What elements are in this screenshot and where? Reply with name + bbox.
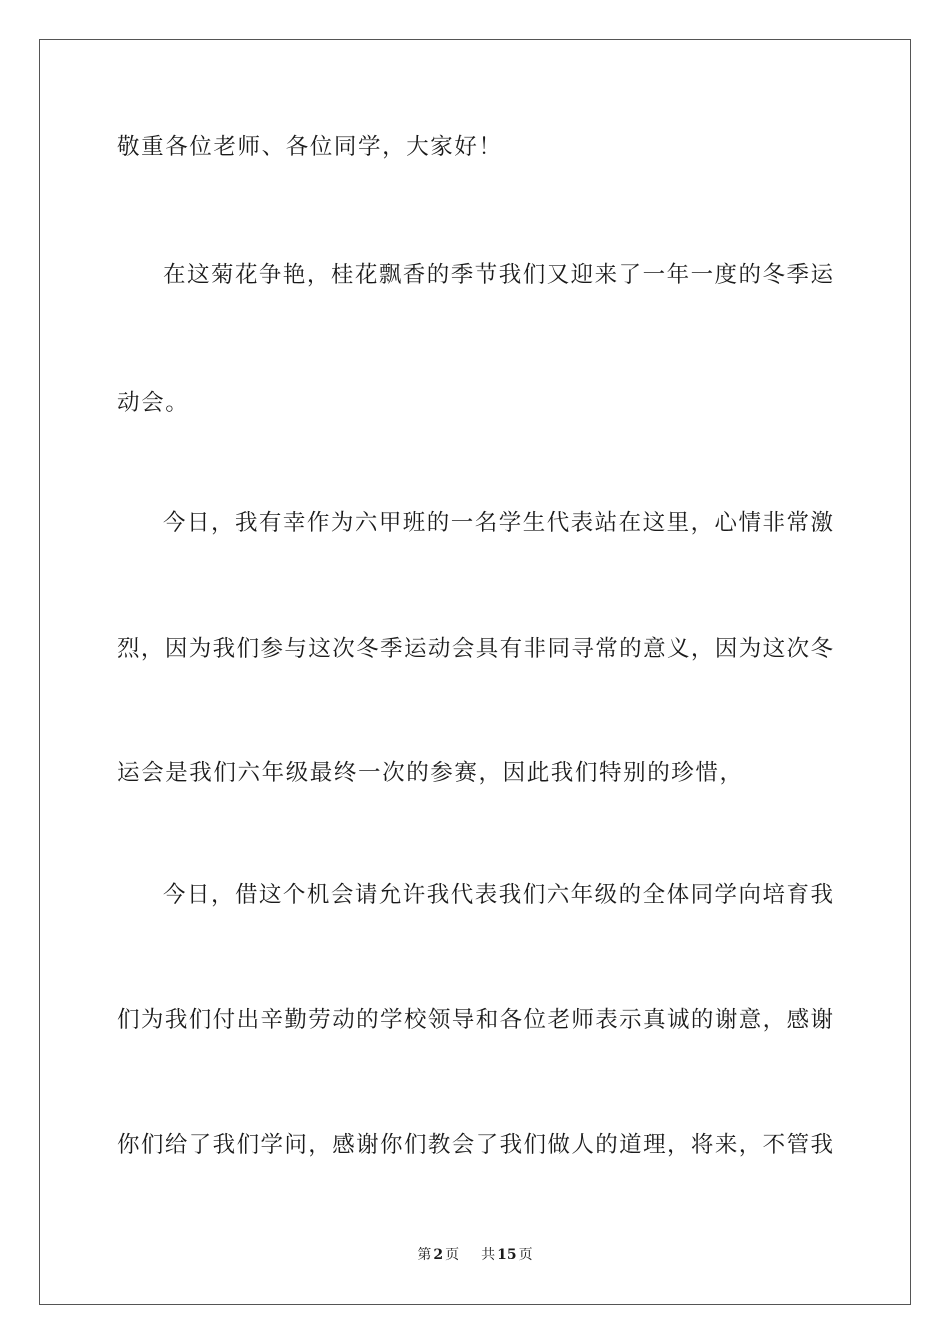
total-suffix: 页 [518,1247,533,1263]
paragraph-2-line-1: 今日，我有幸作为六甲班的一名学生代表站在这里，心情非常激 [163,510,833,536]
paragraph-3-line-2: 们为我们付出辛勤劳动的学校领导和各位老师表示真诚的谢意，感谢 [117,1007,833,1033]
page-prefix: 第 [417,1247,432,1263]
greeting-line: 敬重各位老师、各位同学，大家好！ [117,134,503,160]
paragraph-3-line-3: 你们给了我们学问，感谢你们教会了我们做人的道理，将来，不管我 [117,1132,833,1158]
page-frame [39,39,911,1305]
paragraph-3-line-1: 今日，借这个机会请允许我代表我们六年级的全体同学向培育我 [163,882,833,908]
paragraph-1-line-2: 动会。 [117,390,190,416]
paragraph-2-line-2: 烈，因为我们参与这次冬季运动会具有非同寻常的意义，因为这次冬 [117,636,833,662]
total-pages: 15 [497,1247,517,1263]
total-prefix: 共 [481,1247,496,1263]
page-number: 2 [433,1247,444,1263]
paragraph-2-line-3: 运会是我们六年级最终一次的参赛，因此我们特别的珍惜， [117,760,744,786]
paragraph-1-line-1: 在这菊花争艳，桂花飘香的季节我们又迎来了一年一度的冬季运 [163,262,833,288]
page-footer [0,1245,950,1265]
page-suffix: 页 [445,1247,460,1263]
